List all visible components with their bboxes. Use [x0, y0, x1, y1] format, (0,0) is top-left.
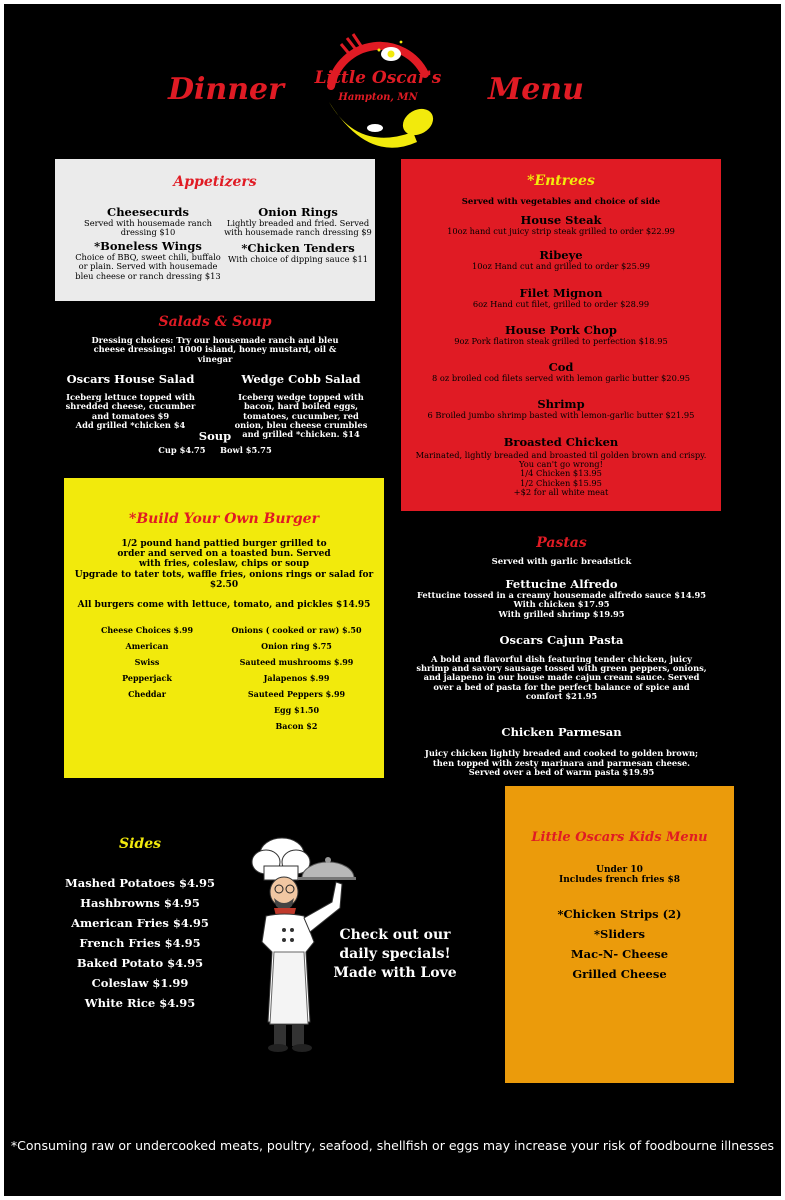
- soup-bowl: Bowl $5.75: [220, 445, 272, 455]
- item-desc: Iceberg lettuce topped with shredded cheese, cucumber and tomatoes $9: [65, 392, 196, 421]
- item-desc: +$2 for all white meat: [513, 486, 609, 497]
- item-desc: Lightly breaded and fried. Served with housemade ranch dressing $9: [224, 218, 372, 238]
- item-name: Fettucine Alfredo: [505, 577, 618, 591]
- item-name: Onion Rings: [258, 205, 338, 219]
- item-name: House Steak: [520, 213, 602, 227]
- specials-line: daily specials!: [339, 945, 451, 962]
- item-desc: With choice of dipping sauce $11: [228, 254, 368, 264]
- item-name: Wedge Cobb Salad: [241, 372, 361, 386]
- item-desc: Served with housemade ranch dressing $10: [84, 218, 212, 238]
- item-desc: A bold and flavorful dish featuring tender chicken, juicy shrimp and savory sausage tossed with green peppers, onions, and jalapeno in our house made cajun cream sauce. Served over a bed of pasta for the perfect balance of spice and comfort $21.95: [416, 653, 707, 701]
- item-desc: 10oz Hand cut and grilled to order $25.99: [471, 261, 651, 272]
- kids-item: *Chicken Strips (2): [557, 907, 682, 921]
- side-item: White Rice $4.95: [84, 996, 196, 1010]
- topping-option: Bacon $2: [275, 721, 318, 731]
- item-desc: With chicken $17.95: [513, 599, 610, 610]
- topping-option: Sauteed Peppers $.99: [247, 689, 346, 699]
- item-desc: Iceberg wedge topped with bacon, hard boiled eggs, tomatoes, cucumber, red onion, bleu cheese crumbles and grilled *chicken. $14: [234, 392, 368, 440]
- logo-graphic: [313, 24, 443, 154]
- pasta-item: [404, 725, 719, 777]
- specials-line: Made with Love: [333, 964, 457, 981]
- pastas-title: Pastas: [536, 535, 587, 551]
- topping-option: Sauteed mushrooms $.99: [239, 657, 354, 667]
- item-desc: Choice of BBQ, sweet chili, buffalo or plain. Served with housemade bleu cheese or ranch dressing $13: [75, 252, 221, 281]
- appetizers-title: Appetizers: [173, 174, 257, 190]
- side-item: French Fries $4.95: [79, 936, 201, 950]
- logo-location: Hampton, MN: [338, 92, 418, 103]
- item-extra: Add grilled *chicken $4: [75, 419, 186, 430]
- item-name: House Pork Chop: [505, 322, 617, 337]
- sides-section: [55, 836, 225, 1016]
- pasta-item: [404, 633, 719, 701]
- entree-item: [401, 435, 721, 497]
- cheese-header: Cheese Choices $.99: [100, 625, 194, 635]
- item-desc: 1/2 Chicken $15.95: [520, 477, 602, 488]
- soup-cup: Cup $4.75: [158, 445, 206, 455]
- item-name: Shrimp: [537, 397, 585, 412]
- item-name: Cod: [548, 360, 574, 375]
- entrees-title: *Entrees: [527, 173, 595, 189]
- specials-callout: [325, 926, 465, 983]
- appetizer-item: [83, 205, 213, 238]
- item-desc: 10oz hand cut juicy strip steak grilled to order $22.99: [447, 226, 675, 236]
- pastas-section: [404, 535, 719, 777]
- kids-item: Grilled Cheese: [572, 967, 667, 981]
- cheese-option: Cheddar: [128, 689, 166, 699]
- cheese-option: Pepperjack: [122, 673, 172, 683]
- item-name: Oscars Cajun Pasta: [499, 632, 624, 647]
- soup-item: [55, 429, 375, 455]
- kids-note: Includes french fries $8: [559, 875, 680, 885]
- burger-title: *Build Your Own Burger: [129, 511, 319, 527]
- item-name: *Boneless Wings: [94, 239, 202, 253]
- food-safety-disclaimer: *Consuming raw or undercooked meats, poultry, seafood, shellfish or eggs may increase your risk of foodbourne illnesses: [10, 1138, 775, 1153]
- item-name: Broasted Chicken: [503, 434, 619, 449]
- entree-item: [401, 213, 721, 236]
- sides-title: Sides: [118, 836, 161, 852]
- burger-desc: 1/2 pound hand pattied burger grilled to order and served on a toasted bun. Served with fries, coleslaw, chips or soup: [117, 539, 331, 569]
- entree-item: [401, 397, 721, 420]
- specials-line: Check out our: [339, 927, 451, 943]
- logo-name: Little Oscar's: [314, 68, 442, 88]
- salads-section: [55, 314, 375, 464]
- kids-section: [505, 786, 734, 1083]
- cheese-option: Swiss: [134, 657, 160, 667]
- appetizer-item: [73, 239, 223, 281]
- appetizer-item: [223, 205, 373, 238]
- appetizer-item: [225, 241, 371, 264]
- side-item: American Fries $4.95: [71, 916, 209, 930]
- header-menu: Menu: [488, 72, 584, 107]
- side-item: Hashbrowns $4.95: [80, 896, 200, 910]
- burger-section: [64, 478, 384, 778]
- header-dinner: Dinner: [168, 72, 284, 107]
- entrees-section: [401, 159, 721, 511]
- burger-includes: All burgers come with lettuce, tomato, and pickles $14.95: [77, 599, 371, 610]
- item-desc: Marinated, lightly breaded and broasted til golden brown and crispy.: [415, 449, 707, 460]
- side-item: Coleslaw $1.99: [91, 976, 189, 990]
- item-name: Chicken Parmesan: [501, 725, 622, 740]
- item-desc: 1/4 Chicken $13.95: [520, 468, 602, 479]
- entree-item: [401, 323, 721, 346]
- item-desc: With grilled shrimp $19.95: [498, 608, 625, 619]
- dressing-note: Dressing choices: Try our housemade ranch and bleu cheese dressings! 1000 island, honey mustard, oil & vinegar: [91, 335, 339, 364]
- item-desc: 9oz Pork flatiron steak grilled to perfection $18.95: [454, 335, 668, 346]
- salad-item: [63, 372, 198, 430]
- topping-option: Egg $1.50: [273, 705, 320, 715]
- salads-title: Salads & Soup: [158, 314, 272, 330]
- item-desc: Fettucine tossed in a creamy housemade alfredo sauce $14.95: [416, 590, 707, 600]
- topping-list: [224, 625, 369, 731]
- appetizers-section: [55, 159, 375, 301]
- item-desc: 8 oz broiled cod filets served with lemon garlic butter $20.95: [431, 373, 691, 384]
- item-name: Oscars House Salad: [66, 372, 195, 386]
- entree-item: [401, 360, 721, 383]
- restaurant-logo: [313, 24, 443, 154]
- kids-note: Under 10: [596, 865, 643, 875]
- item-desc: 6oz Hand cut filet, grilled to order $28.99: [472, 298, 650, 309]
- item-name: Ribeye: [539, 248, 583, 263]
- side-item: Mashed Potatoes $4.95: [65, 876, 215, 890]
- topping-option: Jalapenos $.99: [263, 673, 330, 683]
- pastas-subtitle: Served with garlic breadstick: [491, 557, 632, 567]
- entrees-subtitle: Served with vegetables and choice of side: [461, 197, 661, 207]
- item-name: *Chicken Tenders: [241, 241, 355, 255]
- kids-item: Mac-N- Cheese: [570, 947, 669, 961]
- side-item: Baked Potato $4.95: [76, 956, 204, 970]
- topping-option: Onions ( cooked or raw) $.50: [231, 625, 362, 635]
- cheese-option: American: [125, 641, 169, 651]
- item-desc: Juicy chicken lightly breaded and cooked to golden brown; then topped with zesty marinara and parmesan cheese. Served over a bed of warm pasta $19.95: [424, 748, 699, 777]
- item-name: Cheesecurds: [107, 205, 189, 219]
- entree-item: [401, 286, 721, 309]
- cheese-list: [82, 625, 212, 699]
- burger-upgrade: Upgrade to tater tots, waffle fries, onions rings or salad for $2.50: [74, 569, 374, 590]
- entree-item: [401, 248, 721, 271]
- pasta-item: [404, 577, 719, 619]
- topping-option: Onion ring $.75: [261, 641, 332, 651]
- soup-name: Soup: [198, 429, 232, 443]
- item-desc: 6 Broiled jumbo shrimp basted with lemon-garlic butter $21.95: [427, 410, 695, 421]
- item-desc: You can't go wrong!: [519, 458, 603, 469]
- kids-item: *Sliders: [594, 927, 645, 941]
- kids-title: Little Oscars Kids Menu: [531, 830, 708, 845]
- item-name: Filet Mignon: [519, 285, 603, 300]
